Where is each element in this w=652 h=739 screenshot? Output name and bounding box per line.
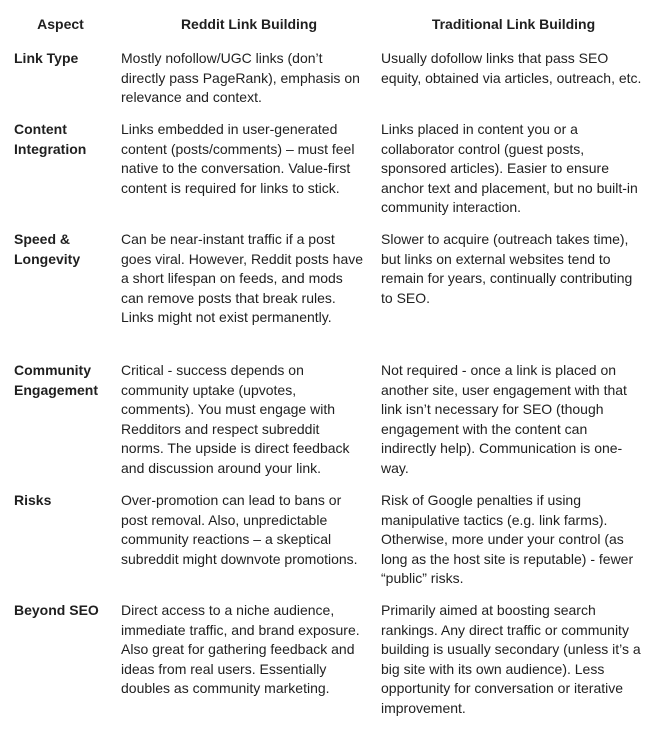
traditional-cell: Links placed in content you or a collaborator control (guest posts, sponsored articles). Easier to ensure anchor text and placement, but no built-in community interaction. [381, 121, 638, 216]
aspect-cell: Content Integration [14, 121, 87, 157]
reddit-cell: Links embedded in user-generated content (posts/comments) – must feel native to the conversation. Value-first content is required for links to stick. [121, 121, 355, 196]
reddit-cell: Mostly nofollow/UGC links (don’t directly pass PageRank), emphasis on relevance and context. [121, 50, 360, 106]
header-aspect: Aspect [37, 16, 84, 32]
header-traditional-link-building: Traditional Link Building [431, 16, 596, 32]
table-row [0, 49, 652, 120]
aspect-cell: Link Type [14, 50, 79, 66]
reddit-cell: Over-promotion can lead to bans or post removal. Also, unpredictable community reactions – a skeptical subreddit might downvote promotions. [121, 492, 358, 567]
traditional-cell: Risk of Google penalties if using manipulative tactics (e.g. link farms). Otherwise, more under your control (as long as the host site is reputable) - fewer “public” risks. [381, 492, 634, 587]
aspect-cell: Community Engagement [14, 362, 99, 398]
traditional-cell: Primarily aimed at boosting search rankings. Any direct traffic or community building is usually secondary (unless it’s a big site with its own audience). Less opportunity for conversation or iterative improvement. [381, 602, 641, 716]
reddit-cell: Critical - success depends on community uptake (upvotes, comments). You must engage with Redditors and respect subreddit norms. The upside is direct feedback and discussion around your link. [121, 362, 350, 476]
aspect-cell: Speed & Longevity [14, 231, 81, 267]
traditional-cell: Not required - once a link is placed on another site, user engagement with that link isn’t necessary for SEO (though engagement with the content can indirectly help). Communication is one-way. [381, 362, 627, 476]
traditional-cell: Slower to acquire (outreach takes time), but links on external websites tend to remain for years, continually contributing to SEO. [381, 231, 633, 306]
table-row [0, 120, 652, 230]
header-reddit-link-building: Reddit Link Building [180, 16, 318, 32]
reddit-cell: Direct access to a niche audience, immediate traffic, and brand exposure. Also great for gathering feedback and ideas from real users. Essentially doubles as community marketing. [121, 602, 360, 697]
table-row [0, 491, 652, 601]
table-header-row [0, 0, 652, 49]
traditional-cell: Usually dofollow links that pass SEO equity, obtained via articles, outreach, etc. [381, 50, 642, 86]
table-row [0, 230, 652, 361]
reddit-cell: Can be near-instant traffic if a post goes viral. However, Reddit posts have a short lifespan on feeds, and mods can remove posts that break rules. Links might not exist permanently. [121, 231, 364, 326]
aspect-cell: Beyond SEO [14, 602, 99, 618]
table-row [0, 601, 652, 731]
aspect-cell: Risks [14, 492, 52, 508]
table-row [0, 361, 652, 491]
